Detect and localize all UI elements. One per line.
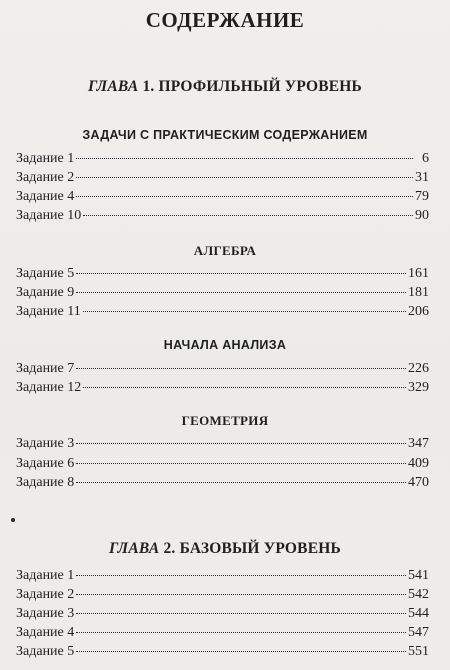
section-heading-calculus: НАЧАЛА АНАЛИЗА (163, 338, 287, 352)
entry-label: Задание 7 (16, 361, 75, 376)
dot-leader (76, 651, 406, 652)
toc-entry[interactable] (16, 380, 429, 399)
dot-leader (76, 177, 413, 178)
toc-entry[interactable] (16, 625, 429, 644)
entry-label: Задание 3 (16, 606, 75, 621)
entry-label: Задание 1 (16, 151, 75, 166)
dot-leader (76, 613, 406, 614)
chapter-1-heading (0, 78, 450, 96)
section-heading-geometry: ГЕОМЕТРИЯ (181, 413, 269, 428)
dot-leader (76, 443, 406, 444)
dot-leader (76, 158, 413, 159)
entry-label: Задание 2 (16, 170, 75, 185)
dot-leader (76, 196, 413, 197)
entry-label: Задание 4 (16, 189, 75, 204)
entry-label: Задание 5 (16, 644, 75, 659)
toc-entry[interactable] (16, 475, 429, 494)
entry-page: 6 (422, 151, 429, 166)
entry-label: Задание 6 (16, 456, 75, 471)
entry-label: Задание 5 (16, 266, 75, 281)
entry-page: 409 (408, 456, 429, 471)
toc-entry[interactable] (16, 606, 429, 625)
dot-leader (83, 215, 413, 216)
toc-entry[interactable] (16, 568, 429, 587)
dot-leader (76, 463, 406, 464)
section-heading-practical: ЗАДАЧИ С ПРАКТИЧЕСКИМ СОДЕРЖАНИЕМ (82, 128, 368, 142)
entry-page: 329 (408, 380, 429, 395)
entry-label: Задание 3 (16, 436, 75, 451)
toc-entry[interactable] (16, 208, 429, 227)
entry-label: Задание 8 (16, 475, 75, 490)
entry-page: 79 (415, 189, 429, 204)
stray-mark (11, 518, 15, 522)
entry-label: Задание 10 (16, 208, 82, 223)
chapter-1-prefix: ГЛАВА (88, 78, 139, 95)
entry-label: Задание 4 (16, 625, 75, 640)
dot-leader (76, 594, 406, 595)
entry-page: 541 (408, 568, 429, 583)
toc-entry[interactable] (16, 644, 429, 663)
entry-page: 347 (408, 436, 429, 451)
toc-entry[interactable] (16, 151, 429, 170)
toc-entry[interactable] (16, 170, 429, 189)
dot-leader (76, 273, 406, 274)
chapter-2-title: 2. БАЗОВЫЙ УРОВЕНЬ (163, 540, 341, 557)
chapter-1-title: 1. ПРОФИЛЬНЫЙ УРОВЕНЬ (142, 78, 362, 95)
toc-entry[interactable] (16, 266, 429, 285)
toc-entry[interactable] (16, 361, 429, 380)
entry-page: 206 (408, 304, 429, 319)
entry-label: Задание 2 (16, 587, 75, 602)
entry-page: 551 (408, 644, 429, 659)
entry-page: 226 (408, 361, 429, 376)
toc-entry[interactable] (16, 285, 429, 304)
dot-leader (76, 368, 406, 369)
dot-leader (76, 575, 406, 576)
dot-leader (76, 632, 406, 633)
dot-leader (83, 387, 406, 388)
entry-label: Задание 9 (16, 285, 75, 300)
dot-leader (83, 311, 406, 312)
section-heading-algebra: АЛГЕБРА (193, 243, 257, 258)
toc-entry[interactable] (16, 436, 429, 455)
entry-page: 161 (408, 266, 429, 281)
entry-page: 181 (408, 285, 429, 300)
entry-page: 542 (408, 587, 429, 602)
toc-entry[interactable] (16, 587, 429, 606)
entry-label: Задание 12 (16, 380, 82, 395)
chapter-2-heading (0, 540, 450, 558)
page-title: СОДЕРЖАНИЕ (145, 8, 305, 32)
entry-label: Задание 11 (16, 304, 81, 319)
toc-entry[interactable] (16, 456, 429, 475)
dot-leader (76, 292, 406, 293)
entry-page: 470 (408, 475, 429, 490)
toc-entry[interactable] (16, 304, 429, 323)
dot-leader (76, 482, 406, 483)
entry-page: 544 (408, 606, 429, 621)
entry-page: 31 (415, 170, 429, 185)
entry-page: 90 (415, 208, 429, 223)
entry-page: 547 (408, 625, 429, 640)
chapter-2-prefix: ГЛАВА (109, 540, 160, 557)
entry-label: Задание 1 (16, 568, 75, 583)
toc-entry[interactable] (16, 189, 429, 208)
